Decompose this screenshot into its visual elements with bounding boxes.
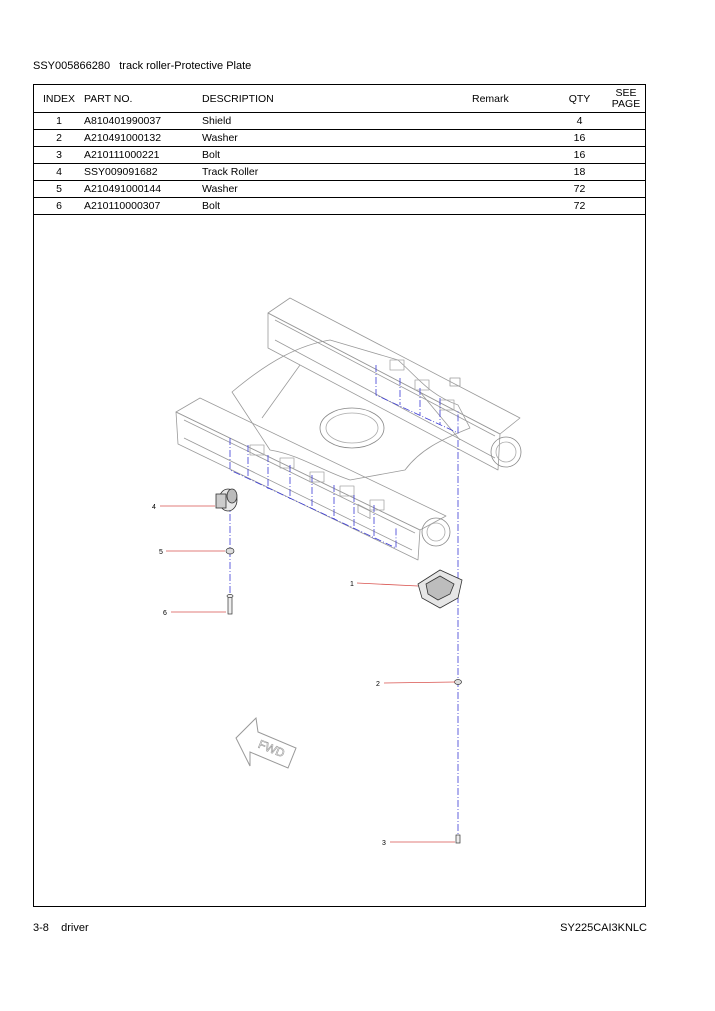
cell-description: Bolt <box>202 198 472 215</box>
bolt-part-3 <box>456 835 460 843</box>
col-description: DESCRIPTION <box>202 85 472 113</box>
bolt-part-6 <box>227 595 233 615</box>
col-index: INDEX <box>34 85 84 113</box>
assembly-centerlines <box>230 365 458 840</box>
fwd-arrow-icon <box>236 718 296 768</box>
cell-description: Bolt <box>202 147 472 164</box>
cell-index: 1 <box>34 113 84 130</box>
footer-model: SY225CAI3KNLC <box>560 922 647 934</box>
cell-qty: 4 <box>552 113 607 130</box>
callout-4: 4 <box>152 504 156 511</box>
col-part-no: PART NO. <box>84 85 202 113</box>
cell-index: 2 <box>34 130 84 147</box>
cell-part-no: SSY009091682 <box>84 164 202 181</box>
cell-part-no: A810401990037 <box>84 113 202 130</box>
cell-index: 5 <box>34 181 84 198</box>
cell-description: Washer <box>202 130 472 147</box>
cell-index: 6 <box>34 198 84 215</box>
cell-qty: 16 <box>552 130 607 147</box>
callout-5: 5 <box>159 549 163 556</box>
washer-part-2 <box>455 680 462 685</box>
cell-qty: 72 <box>552 181 607 198</box>
col-see-page-label: SEE PAGE <box>611 86 641 110</box>
cell-part-no: A210491000132 <box>84 130 202 147</box>
washer-part-5 <box>226 548 234 554</box>
col-qty: QTY <box>552 85 607 113</box>
undercarriage-frame <box>176 298 521 560</box>
cell-index: 4 <box>34 164 84 181</box>
footer-page-section: 3-8 driver <box>33 922 89 934</box>
cell-qty: 16 <box>552 147 607 164</box>
callout-6: 6 <box>163 610 167 617</box>
callout-1: 1 <box>350 581 354 588</box>
fwd-label: FWD <box>256 737 287 761</box>
cell-description: Washer <box>202 181 472 198</box>
callout-3: 3 <box>382 840 386 847</box>
shield-part <box>418 570 462 608</box>
cell-part-no: A210111000221 <box>84 147 202 164</box>
cell-description: Track Roller <box>202 164 472 181</box>
cell-part-no: A210110000307 <box>84 198 202 215</box>
cell-qty: 18 <box>552 164 607 181</box>
cell-qty: 72 <box>552 198 607 215</box>
callout-2: 2 <box>376 681 380 688</box>
cell-part-no: A210491000144 <box>84 181 202 198</box>
col-remark: Remark <box>472 85 552 113</box>
page-title: SSY005866280 track roller-Protective Plate <box>33 60 252 72</box>
track-roller-part <box>216 489 237 511</box>
cell-index: 3 <box>34 147 84 164</box>
cell-description: Shield <box>202 113 472 130</box>
